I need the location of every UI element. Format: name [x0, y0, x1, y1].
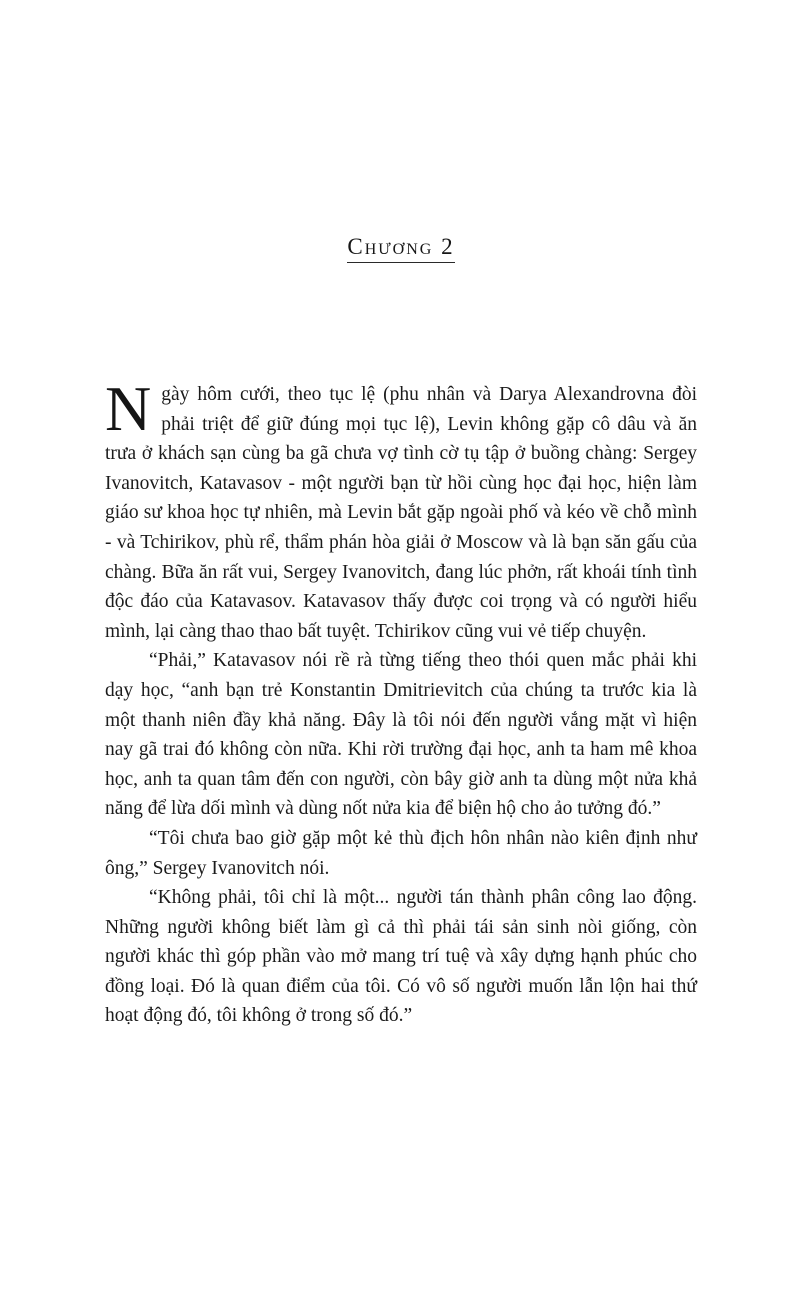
drop-cap: N — [105, 373, 152, 444]
paragraph-3: “Tôi chưa bao giờ gặp một kẻ thù địch hôn nhân nào kiên định như ông,” Sergey Ivanovitch nói. — [105, 827, 697, 879]
paragraph-4: “Không phải, tôi chỉ là một... người tán thành phân công lao động. Những người không biết làm gì cả thì phải tái sản sinh nòi giống, còn người khác thì góp phần vào mở mang trí tuệ và xây dựng hạnh phúc cho đồng loại. Đó là quan điểm của tôi. Có vô số người muốn lẫn lộn hai thứ hoạt động đó, tôi không ở trong số đó.” — [105, 887, 697, 1027]
chapter-heading-text: Chương 2 — [347, 234, 454, 263]
paragraph-1-text: gày hôm cưới, theo tục lệ (phu nhân và Darya Alexandrovna đòi phải triệt để giữ đúng mọi tục lệ), Levin không gặp cô dâu và ăn trưa ở khách sạn cùng ba gã chưa vợ tình cờ tụ tập ở buồng chàng: Sergey Ivanovitch, Katavasov - một người bạn từ hồi cùng học đại học, hiện làm giáo sư khoa học tự nhiên, mà Levin bắt gặp ngoài phố và kéo về chỗ mình - và Tchirikov, phù rể, thẩm phán hòa giải ở Moscow và là bạn săn gấu của chàng. Bữa ăn rất vui, Sergey Ivanovitch, đang lúc phởn, rất khoái tính tình độc đáo của Katavasov. Katavasov thấy được coi trọng và có người hiểu mình, lại càng thao thao bất tuyệt. Tchirikov cũng vui vẻ tiếp chuyện. — [105, 384, 697, 642]
body-text — [105, 373, 697, 1031]
chapter-heading — [105, 234, 697, 260]
paragraph-2: “Phải,” Katavasov nói rề rà từng tiếng theo thói quen mắc phải khi dạy học, “anh bạn trẻ Konstantin Dmitrievitch của chúng ta trước kia là một thanh niên đầy khả năng. Đây là tôi nói đến người vắng mặt vì hiện nay gã trai đó không còn nữa. Khi rời trường đại học, anh ta ham mê khoa học, anh ta quan tâm đến con người, còn bây giờ anh ta dùng một nửa khả năng để lừa dối mình và dùng nốt nửa kia để biện hộ cho ảo tưởng đó.” — [105, 650, 697, 820]
paragraph-1 — [105, 373, 697, 646]
